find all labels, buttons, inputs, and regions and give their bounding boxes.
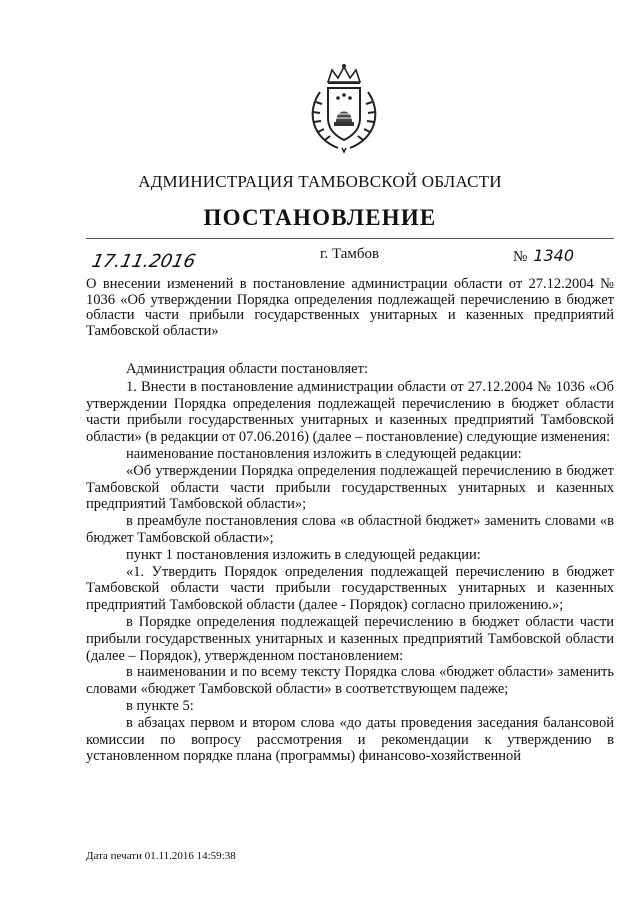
- body-paragraph: «1. Утвердить Порядок определения подлежащей перечислению в бюджет Тамбовской области части прибыли государственных унитарных и казенных предприятий Тамбовской области (далее - Порядок) согласно приложению.»;: [86, 563, 614, 614]
- document-type-title: ПОСТАНОВЛЕНИЕ: [203, 205, 437, 230]
- print-date: Дата печати 01.11.2016 14:59:38: [86, 850, 236, 862]
- document-body: [86, 361, 614, 765]
- document-number: [513, 246, 574, 266]
- document-date: 17.11.2016: [89, 251, 198, 272]
- body-paragraph: пункт 1 постановления изложить в следующей редакции:: [126, 546, 481, 563]
- body-paragraph: в наименовании и по всему тексту Порядка слова «бюджет области» заменить словами «бюджет Тамбовской области» в соответствующем падеже;: [86, 664, 614, 698]
- header-divider: [86, 238, 614, 239]
- organization-name: АДМИНИСТРАЦИЯ ТАМБОВСКОЙ ОБЛАСТИ: [138, 172, 502, 191]
- coat-of-arms-icon: [298, 62, 390, 154]
- number-label: №: [513, 249, 528, 265]
- body-paragraph: в пункте 5:: [126, 697, 194, 714]
- body-paragraph: в Порядке определения подлежащей перечислению в бюджет области части прибыли государственных унитарных и казенных предприятий Тамбовской области (далее – Порядок), утвержденном постановлением:: [86, 613, 614, 664]
- body-paragraph: в преамбуле постановления слова «в областной бюджет» заменить словами «в бюджет Тамбовской области»;: [86, 513, 614, 546]
- body-paragraph: «Об утверждении Порядка определения подлежащей перечислению в бюджет Тамбовской области части прибыли государственных унитарных и казенных предприятий Тамбовской области»;: [86, 462, 614, 513]
- document-city: г. Тамбов: [320, 246, 380, 262]
- body-paragraph: в абзацах первом и втором слова «до даты проведения заседания балансовой комиссии по вопросу рассмотрения и рекомендации к утверждению в установленном порядке плана (программы) финансово-хозяйственной: [86, 714, 614, 765]
- body-paragraph: наименование постановления изложить в следующей редакции:: [126, 445, 522, 462]
- document-subject: О внесении изменений в постановление администрации области от 27.12.2004 № 1036 «Об утверждении Порядка определения подлежащей перечислению в бюджет области части прибыли государственных унитарных и казенных предприятий Тамбовской области»: [86, 276, 614, 339]
- number-value: 1340: [533, 246, 575, 265]
- body-paragraph: Администрация области постановляет:: [126, 361, 368, 377]
- body-paragraph: 1. Внести в постановление администрации области от 27.12.2004 № 1036 «Об утверждении Порядка определения подлежащей перечислению в бюджет области части прибыли государственных унитарных и казенных предприятий Тамбовской области» (в редакции от 07.06.2016) (далее – постановление) следующие изменения:: [86, 378, 614, 446]
